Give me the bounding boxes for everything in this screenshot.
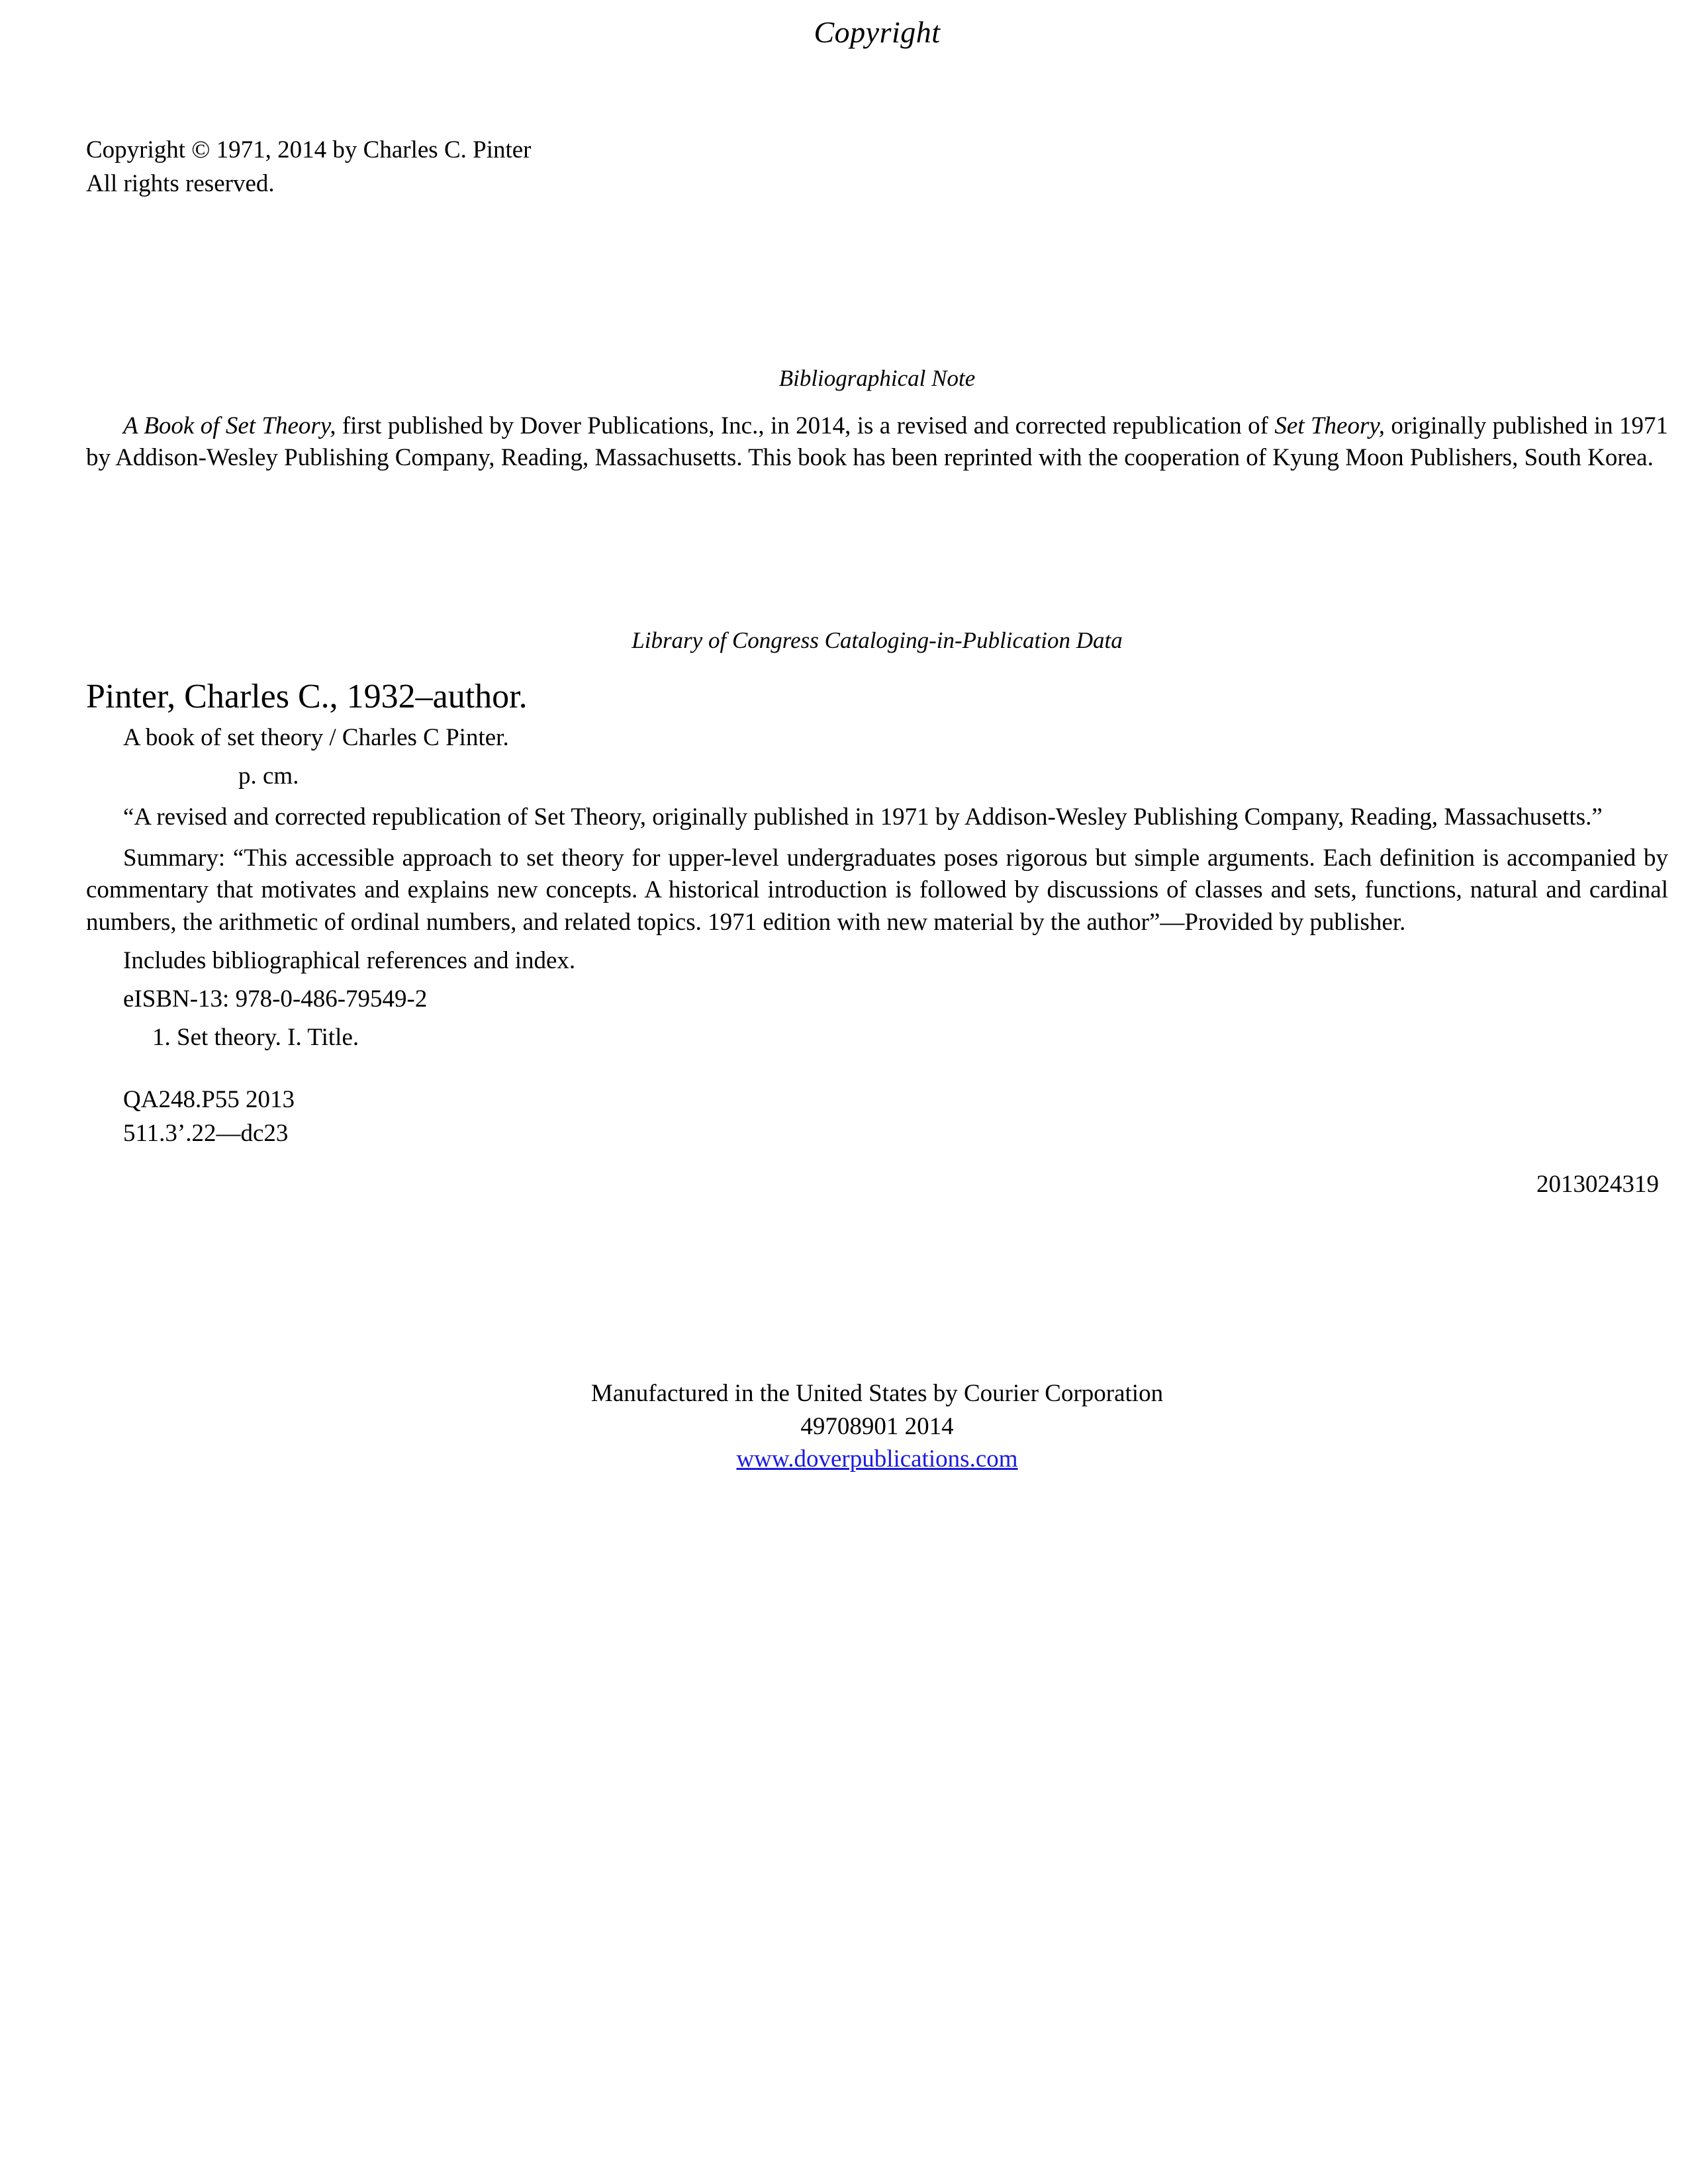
original-title-italic: Set Theory, [1274,412,1385,439]
bibliographical-note-paragraph [86,410,1668,474]
copyright-line: Copyright © 1971, 2014 by Charles C. Pinter [86,136,532,163]
loc-author-entry: Pinter, Charles C., 1932–author. [86,677,528,715]
loc-call-number: QA248.P55 2013 [123,1085,295,1113]
loc-summary: Summary: “This accessible approach to set theory for upper-level undergraduates poses rigorous but simple arguments. Each definition is accompanied by commentary that motivates and explains new concepts. A historical introduction is followed by discussions of classes and sets, functions, natural and cardinal numbers, the arithmetic of ordinal numbers, and related topics. 1971 edition with new material by the author”—Provided by publisher. [86,844,1668,936]
biblio-text-part1: first published by Dover Publications, Inc., in 2014, is a revised and corrected republication of [336,412,1275,439]
page-title: Copyright [814,15,941,49]
page-content [86,0,1668,1476]
printing-code-line: 49708901 2014 [800,1412,954,1440]
biblio-text-part2: originally published in 1971 by Addison-Wesley Publishing Company, Reading, Massachusetts. This book has been reprinted with the cooperation of Kyung Moon Publishers, South Korea. [86,412,1669,471]
loc-call-numbers [86,1084,1668,1150]
loc-dewey-number: 511.3’.22—dc23 [123,1119,289,1147]
loc-title-statement: A book of set theory / Charles C Pinter. [123,724,509,752]
copyright-block [86,134,1668,200]
loc-heading: Library of Congress Cataloging-in-Publication Data [632,627,1123,653]
loc-pagination: p. cm. [238,762,299,790]
rights-reserved-line: All rights reserved. [86,170,275,198]
book-title-italic: A Book of Set Theory, [123,412,336,439]
manufactured-line: Manufactured in the United States by Courier Corporation [590,1379,1164,1407]
loc-control-number: 2013024319 [1536,1170,1659,1198]
bibliographical-note-heading: Bibliographical Note [778,365,976,391]
loc-eisbn: eISBN-13: 978-0-486-79549-2 [123,985,428,1013]
manufactured-block [86,1377,1668,1477]
loc-subject-headings: 1. Set theory. I. Title. [152,1023,359,1051]
loc-includes-note: Includes bibliographical references and index. [123,946,576,974]
publisher-website-link[interactable]: www.doverpublications.com [736,1445,1018,1473]
loc-note: “A revised and corrected republication of Set Theory, originally published in 1971 by Addison-Wesley Publishing Company, Reading, Massachusetts.” [123,803,1603,831]
